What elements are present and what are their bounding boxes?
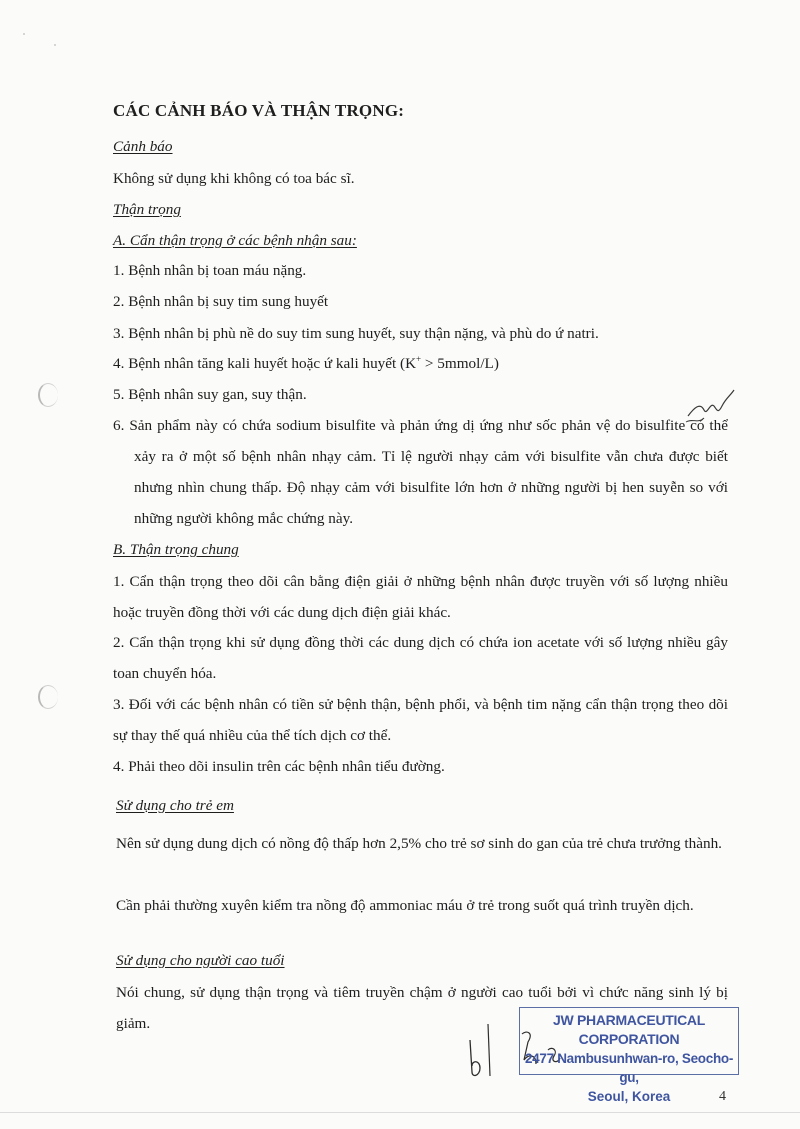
punch-hole (38, 685, 58, 709)
punch-hole (38, 383, 58, 407)
stamp-city: Seoul, Korea (587, 1089, 671, 1104)
children-paragraph: Cần phải thường xuyên kiểm tra nồng độ ammoniac máu ở trẻ trong suốt quá trình truyền dịch. (116, 897, 694, 914)
warning-text: Không sử dụng khi không có toa bác sĩ. (113, 170, 355, 187)
scan-speck (23, 33, 25, 35)
superscript-plus: + (416, 353, 422, 364)
warning-title: Cảnh báo (113, 138, 173, 155)
section-heading: CÁC CẢNH BÁO VÀ THẬN TRỌNG: (113, 101, 405, 120)
stamp-company-name: JW PHARMACEUTICAL CORPORATION (552, 1012, 705, 1047)
stamp-address: 2477 Nambusunhwan-ro, Seocho-gu, (524, 1051, 734, 1085)
handwritten-initials (680, 388, 740, 428)
scan-speck (54, 44, 56, 46)
scan-edge-line (0, 1112, 800, 1113)
company-stamp (519, 1007, 739, 1104)
section-b-item: 3. Đối với các bệnh nhân có tiền sử bệnh thận, bệnh phổi, và bệnh tim nặng cẩn thận trọng theo dõi sự thay thế quá nhiều của thể tích dịch cơ thể. (113, 696, 728, 744)
children-title: Sử dụng cho trẻ em (116, 797, 234, 814)
precaution-title: Thận trọng (113, 201, 181, 218)
section-a-title: A. Cẩn thận trọng ở các bệnh nhận sau: (113, 232, 357, 249)
elderly-paragraph: Nói chung, sử dụng thận trọng và tiêm truyền chậm ở người cao tuổi bởi vì chức năng sinh lý bị giảm. (116, 984, 728, 1032)
section-b-item: 2. Cẩn thận trọng khi sử dụng đồng thời các dung dịch có chứa ion acetate với số lượng nhiều gây toan chuyển hóa. (113, 634, 728, 682)
section-a-item: 2. Bệnh nhân bị suy tim sung huyết (113, 293, 329, 310)
section-b-title: B. Thận trọng chung (113, 541, 239, 558)
item-text: 4. Bệnh nhân tăng kali huyết hoặc ứ kali huyết (K (113, 355, 417, 372)
section-a-item: 1. Bệnh nhân bị toan máu nặng. (113, 262, 307, 279)
page-number: 4 (719, 1089, 726, 1104)
children-paragraph: Nên sử dụng dung dịch có nồng độ thấp hơn 2,5% cho trẻ sơ sinh do gan của trẻ chưa trưởng thành. (116, 835, 722, 852)
section-a-item-bisulfite: 6. Sản phẩm này có chứa sodium bisulfite và phản ứng dị ứng như sốc phản vệ do bisulfite có thể xảy ra ở một số bệnh nhân nhạy cảm. Tỉ lệ người nhạy cảm với bisulfite vẫn chưa được biết nhưng nhìn chung thấp. Độ nhạy cảm với bisulfite lớn hơn ở những người bị hen suyễn so với những người không mắc chứng này. (113, 417, 728, 527)
item-text-tail: > 5mmol/L) (421, 355, 499, 372)
elderly-title: Sử dụng cho người cao tuổi (116, 952, 285, 969)
section-b-item: 1. Cẩn thận trọng theo dõi cân bằng điện giải ở những bệnh nhân được truyền với số lượng nhiều hoặc truyền đồng thời với các dung dịch điện giải khác. (113, 573, 728, 621)
stamp-city-row (520, 1087, 738, 1106)
section-a-item: 5. Bệnh nhân suy gan, suy thận. (113, 386, 307, 403)
section-a-item-potassium (113, 355, 499, 373)
section-b-item: 4. Phải theo dõi insulin trên các bệnh nhân tiểu đường. (113, 758, 445, 775)
section-a-item: 3. Bệnh nhân bị phù nề do suy tim sung huyết, suy thận nặng, và phù do ứ natri. (113, 325, 599, 342)
